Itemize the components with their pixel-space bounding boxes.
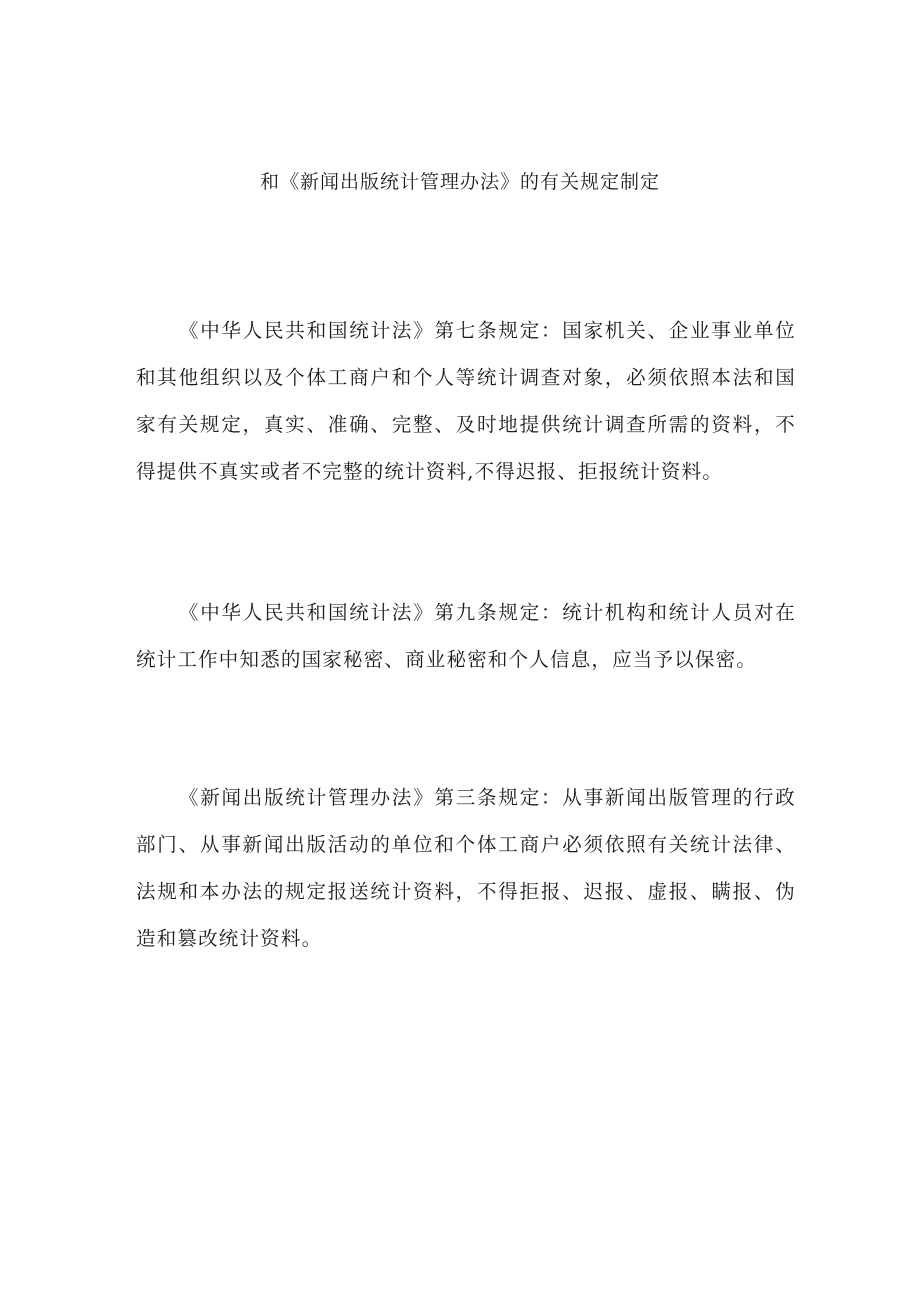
paragraph-article-9: 《中华人民共和国统计法》第九条规定：统计机构和统计人员对在统计工作中知悉的国家秘密、商业秘密和个人信息，应当予以保密。 xyxy=(136,601,796,671)
paragraph-article-3: 《新闻出版统计管理办法》第三条规定：从事新闻出版管理的行政部门、从事新闻出版活动的单位和个体工商户必须依照有关统计法律、法规和本办法的规定报送统计资料，不得拒报、迟报、虚报、瞒报、伪造和篡改统计资料。 xyxy=(136,786,796,950)
paragraph-article-7: 《中华人民共和国统计法》第七条规定：国家机关、企业事业单位和其他组织以及个体工商户和个人等统计调查对象，必须依照本法和国家有关规定，真实、准确、完整、及时地提供统计调查所需的资料，不得提供不真实或者不完整的统计资料,不得迟报、拒报统计资料。 xyxy=(136,319,796,483)
document-heading: 和《新闻出版统计管理办法》的有关规定制定 xyxy=(259,171,660,193)
